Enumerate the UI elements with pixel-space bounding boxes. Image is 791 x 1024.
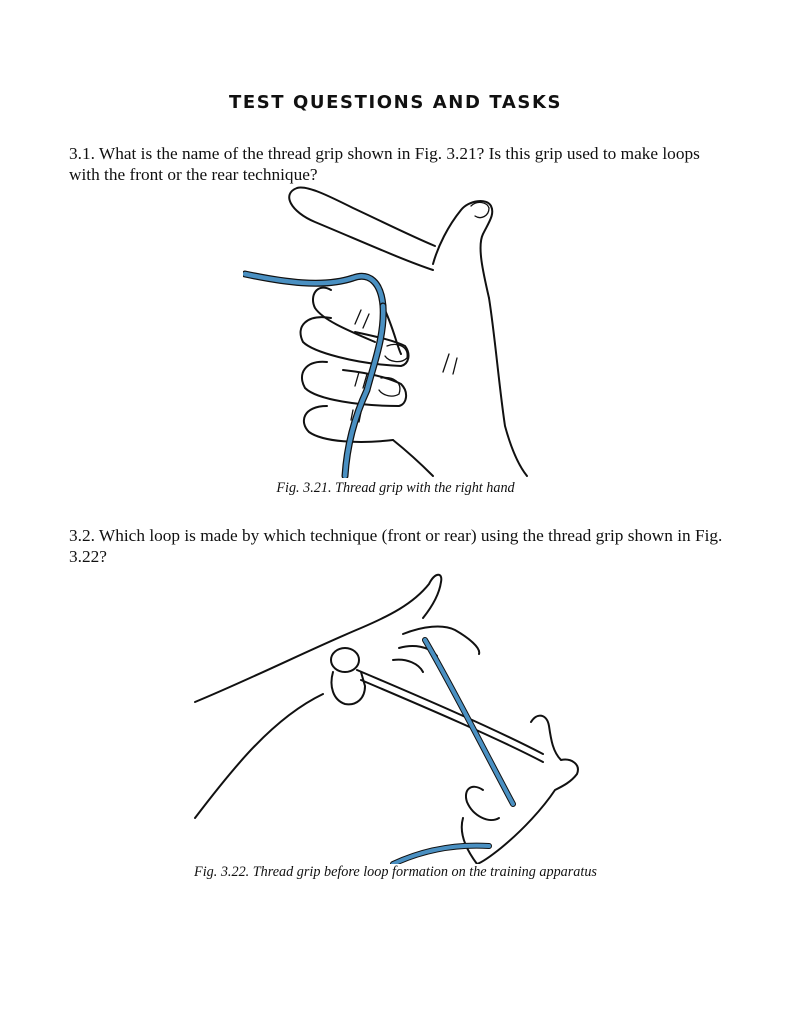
apparatus-post xyxy=(332,672,366,704)
index-finger-outline xyxy=(289,188,435,270)
wrist-line xyxy=(393,440,433,476)
question-3-1: 3.1. What is the name of the thread grip shown in Fig. 3.21? Is this grip used to make loops with the front or the rear technique? xyxy=(69,144,700,184)
figure-3-22-caption: Fig. 3.22. Thread grip before loop formation on the training apparatus xyxy=(194,864,597,880)
thumbnail xyxy=(471,202,489,217)
figure-3-22-illustration xyxy=(193,568,593,864)
thumb-outline xyxy=(433,201,492,298)
ring-fingernail xyxy=(385,345,407,362)
little-finger-outline xyxy=(302,362,406,406)
left-arm-upper-edge xyxy=(195,575,441,702)
apparatus-cap xyxy=(331,648,359,672)
right-hand-palm xyxy=(462,818,477,864)
ring-finger-outline xyxy=(301,317,409,366)
figure-3-21-caption: Fig. 3.21. Thread grip with the right hand xyxy=(276,480,515,496)
thread-diagonal-fill xyxy=(425,640,513,804)
right-hand-thumb xyxy=(466,787,499,820)
left-arm-lower-edge xyxy=(195,694,323,818)
palm-edge xyxy=(489,298,527,476)
question-3-2: 3.2. Which loop is made by which technique (front or rear) using the thread grip shown in Fig. 3.22? xyxy=(69,526,723,566)
little-fingernail xyxy=(379,378,400,396)
section-heading: TEST QUESTIONS AND TASKS xyxy=(228,92,563,113)
figure-3-21-illustration xyxy=(243,186,533,478)
